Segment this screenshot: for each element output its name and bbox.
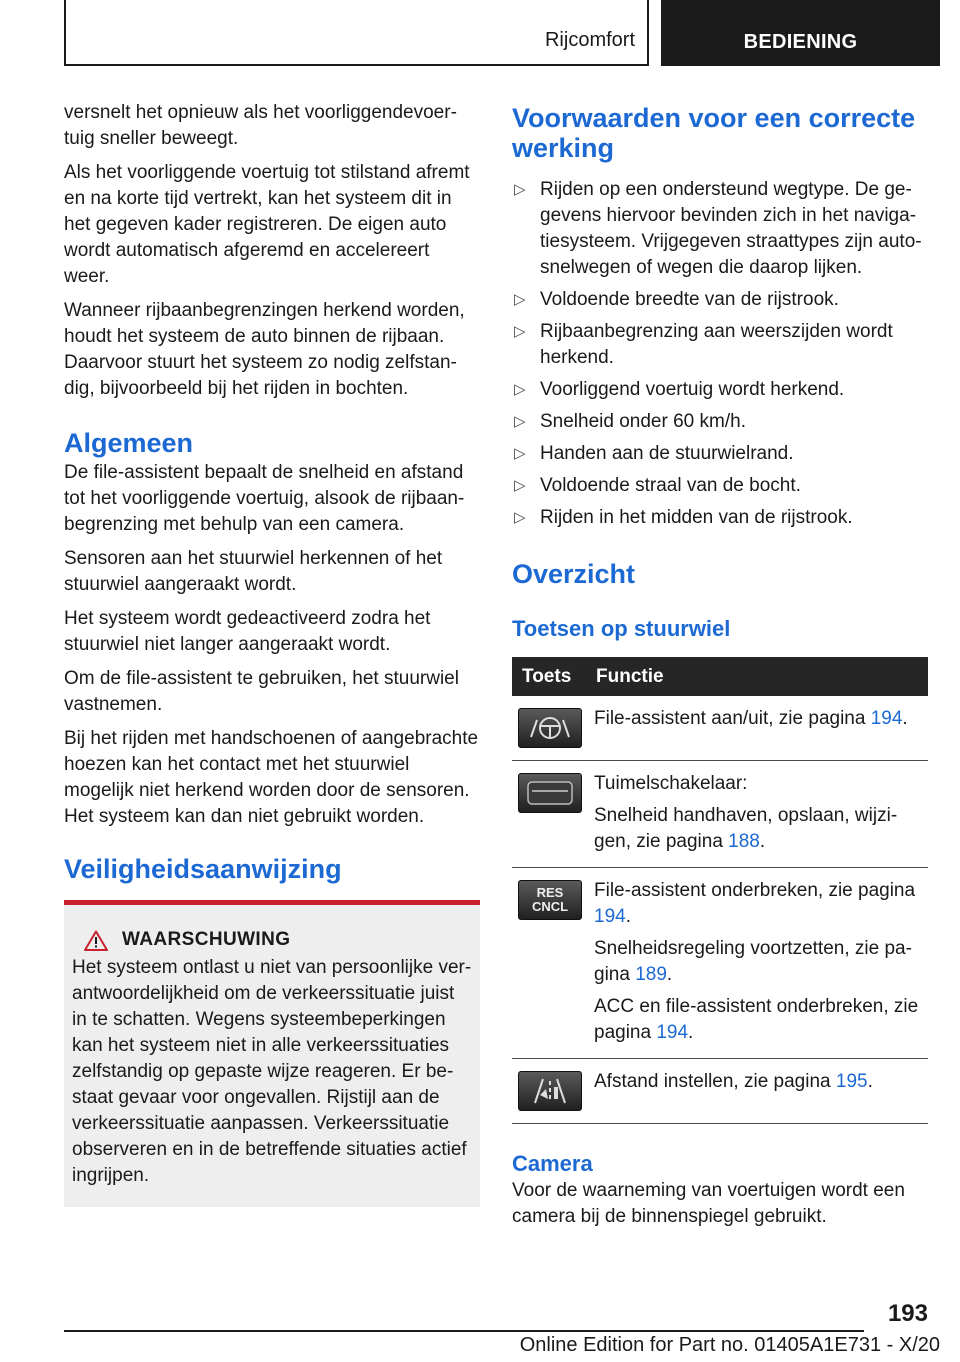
- condition-item: [512, 441, 928, 467]
- intro-paragraph-1: versnelt het opnieuw als het voorliggendevoertuig sneller beweegt.: [64, 102, 457, 149]
- function-cell: [588, 761, 928, 868]
- condition-item: [512, 473, 928, 499]
- warning-header: [84, 929, 472, 951]
- intro-paragraph-3: Wanneer rijbaanbegrenzingen herkend worden, houdt het systeem de auto binnen de rijbaan. Daarvoor stuurt het systeem zo nodig zelfstandig, bijvoorbeeld bij het rijden in bochten.: [64, 300, 465, 399]
- condition-item: [512, 177, 928, 281]
- function-line: [594, 771, 922, 797]
- function-punctuation: .: [625, 906, 631, 927]
- triangle-bullet-icon: ▷: [514, 381, 526, 398]
- keys-table-row: [512, 868, 928, 1059]
- page-reference-link[interactable]: 189: [635, 964, 667, 985]
- warning-triangle-icon: [84, 930, 108, 951]
- triangle-bullet-icon: ▷: [514, 291, 526, 308]
- keys-table-row: [512, 1059, 928, 1124]
- condition-item: [512, 409, 928, 435]
- heading-algemeen: Algemeen: [64, 428, 194, 458]
- condition-text: Voldoende breedte van de rijstrook.: [540, 289, 839, 310]
- algemeen-paragraph-1: De file-assistent bepaalt de snelheid en afstand tot het voorliggende voertuig, alsook de rijbaanbegrenzing met behulp van een camera.: [64, 462, 465, 535]
- page-reference-link[interactable]: 194: [870, 708, 903, 729]
- algemeen-paragraph-2: Sensoren aan het stuurwiel herkennen of het stuurwiel aangeraakt wordt.: [64, 548, 443, 595]
- res-cncl-label: RES CNCL: [531, 885, 569, 914]
- condition-text: Handen aan de stuurwielrand.: [540, 443, 794, 464]
- header-chapter-box: [661, 0, 940, 66]
- function-line: [594, 994, 922, 1046]
- footer-divider: [64, 1330, 864, 1332]
- condition-item: [512, 377, 928, 403]
- function-cell: [588, 868, 928, 1059]
- condition-item: [512, 287, 928, 313]
- header-chapter-title: BEDIENING: [743, 31, 858, 53]
- function-line: [594, 1069, 922, 1095]
- warning-box: [64, 900, 480, 1207]
- function-punctuation: .: [902, 708, 908, 729]
- heading-camera: Camera: [512, 1151, 593, 1176]
- key-cell: [512, 1059, 588, 1124]
- heading-veiligheidsaanwijzing: Veiligheidsaanwijzing: [64, 854, 342, 884]
- condition-item: [512, 319, 928, 371]
- condition-text: Snelheid onder 60 km/h.: [540, 411, 746, 432]
- function-punctuation: .: [688, 1022, 694, 1043]
- condition-text: Rijbaanbegrenzing aan weerszijden wordt herkend.: [540, 321, 893, 368]
- function-line: [594, 706, 922, 732]
- condition-text: Voorliggend voertuig wordt herkend.: [540, 379, 845, 400]
- triangle-bullet-icon: ▷: [514, 413, 526, 430]
- condition-item: [512, 505, 928, 531]
- function-punctuation: .: [666, 964, 673, 985]
- function-text: Snelheid handhaven, opslaan, wijzigen, zie pagina: [594, 805, 898, 852]
- triangle-bullet-icon: ▷: [514, 323, 526, 340]
- triangle-bullet-icon: ▷: [514, 477, 526, 494]
- rocker-switch-icon: [518, 773, 582, 813]
- function-text: Tuimelschakelaar:: [594, 773, 748, 794]
- keys-table-header: [512, 657, 928, 696]
- intro-paragraph-2: Als het voorliggende voertuig tot stilstand afremt en na korte tijd vertrekt, kan het systeem dit in het gegeven kader registreren. De eigen auto wordt automatisch afgeremd en accelereert weer.: [64, 162, 470, 287]
- distance-icon: [518, 1071, 582, 1111]
- res-cncl-icon: [518, 880, 582, 920]
- function-text: File-assistent aan/uit, zie pagina: [594, 708, 871, 729]
- function-text: File-assistent onderbreken, zie pagina: [594, 880, 916, 901]
- keys-table-row: [512, 696, 928, 761]
- page-number: 193: [887, 1300, 928, 1327]
- steering-assist-icon: [518, 708, 582, 748]
- header-function: Functie: [588, 657, 928, 696]
- warning-title: WAARSCHUWING: [122, 929, 291, 950]
- heading-overzicht: Overzicht: [512, 559, 636, 589]
- algemeen-paragraph-5: Bij het rijden met handschoenen of aangebrachte hoezen kan het contact met het stuurwiel mogelijk niet herkend worden door de sensoren. Het systeem kan dan niet gebruikt worden.: [64, 728, 479, 827]
- warning-text: Het systeem ontlast u niet van persoonlijke verantwoordelijkheid om de verkeerssituatie juist in te schatten. Wegens systeembeperkingen kan het systeem niet in alle verkeerssituaties zelfstandig op gepaste wijze reageren. Er bestaat gevaar voor ongevallen. Rijstijl aan de verkeerssituatie aanpassen. Verkeerssituatie observeren en in de betreffende situaties actief ingrijpen.: [72, 957, 472, 1186]
- left-column: [64, 100, 480, 1207]
- footer-edition: Online Edition for Part no. 01405A1E731 - X/20: [519, 1334, 940, 1356]
- conditions-list: [512, 177, 928, 531]
- function-line: [594, 803, 922, 855]
- function-text: Afstand instellen, zie pagina: [594, 1071, 836, 1092]
- function-line: [594, 878, 922, 930]
- key-cell: [512, 868, 588, 1059]
- page-reference-link[interactable]: 194: [594, 906, 626, 927]
- algemeen-paragraph-3: Het systeem wordt gedeactiveerd zodra het stuurwiel niet langer aangeraakt wordt.: [64, 608, 431, 655]
- keys-table-row: [512, 761, 928, 868]
- page-reference-link[interactable]: 188: [728, 831, 760, 852]
- header-section-box: [64, 0, 649, 66]
- function-line: [594, 936, 922, 988]
- page-reference-link[interactable]: 194: [656, 1022, 689, 1043]
- condition-text: Voldoende straal van de bocht.: [540, 475, 801, 496]
- condition-text: Rijden in het midden van de rijstrook.: [540, 507, 853, 528]
- heading-voorwaarden: Voorwaarden voor een correcte werking: [512, 103, 916, 163]
- header-section-title: Rijcomfort: [544, 29, 635, 51]
- function-text: ACC en file-assistent onderbreken, zie pagina: [594, 996, 919, 1043]
- function-punctuation: .: [759, 831, 766, 852]
- function-punctuation: .: [867, 1071, 873, 1092]
- function-cell: [588, 696, 928, 761]
- triangle-bullet-icon: ▷: [514, 445, 526, 462]
- header-key: Toets: [512, 657, 588, 696]
- camera-text: Voor de waarneming van voertuigen wordt een camera bij de binnenspiegel gebruikt.: [512, 1180, 905, 1227]
- key-cell: [512, 696, 588, 761]
- function-text: Snelheidsregeling voortzetten, zie pagina: [594, 938, 912, 985]
- key-cell: [512, 761, 588, 868]
- triangle-bullet-icon: ▷: [514, 509, 526, 526]
- triangle-bullet-icon: ▷: [514, 181, 526, 198]
- keys-table: [512, 657, 928, 1124]
- algemeen-paragraph-4: Om de file-assistent te gebruiken, het stuurwiel vastnemen.: [64, 668, 459, 715]
- function-cell: [588, 1059, 928, 1124]
- condition-text: Rijden op een ondersteund wegtype. De gegevens hiervoor bevinden zich in het navigatiesysteem. Vrijgegeven straattypes zijn autosnelwegen of wegen die daarop lijken.: [540, 179, 922, 278]
- heading-toetsen: Toetsen op stuurwiel: [512, 616, 731, 641]
- right-column: [512, 100, 928, 1238]
- page-reference-link[interactable]: 195: [835, 1071, 868, 1092]
